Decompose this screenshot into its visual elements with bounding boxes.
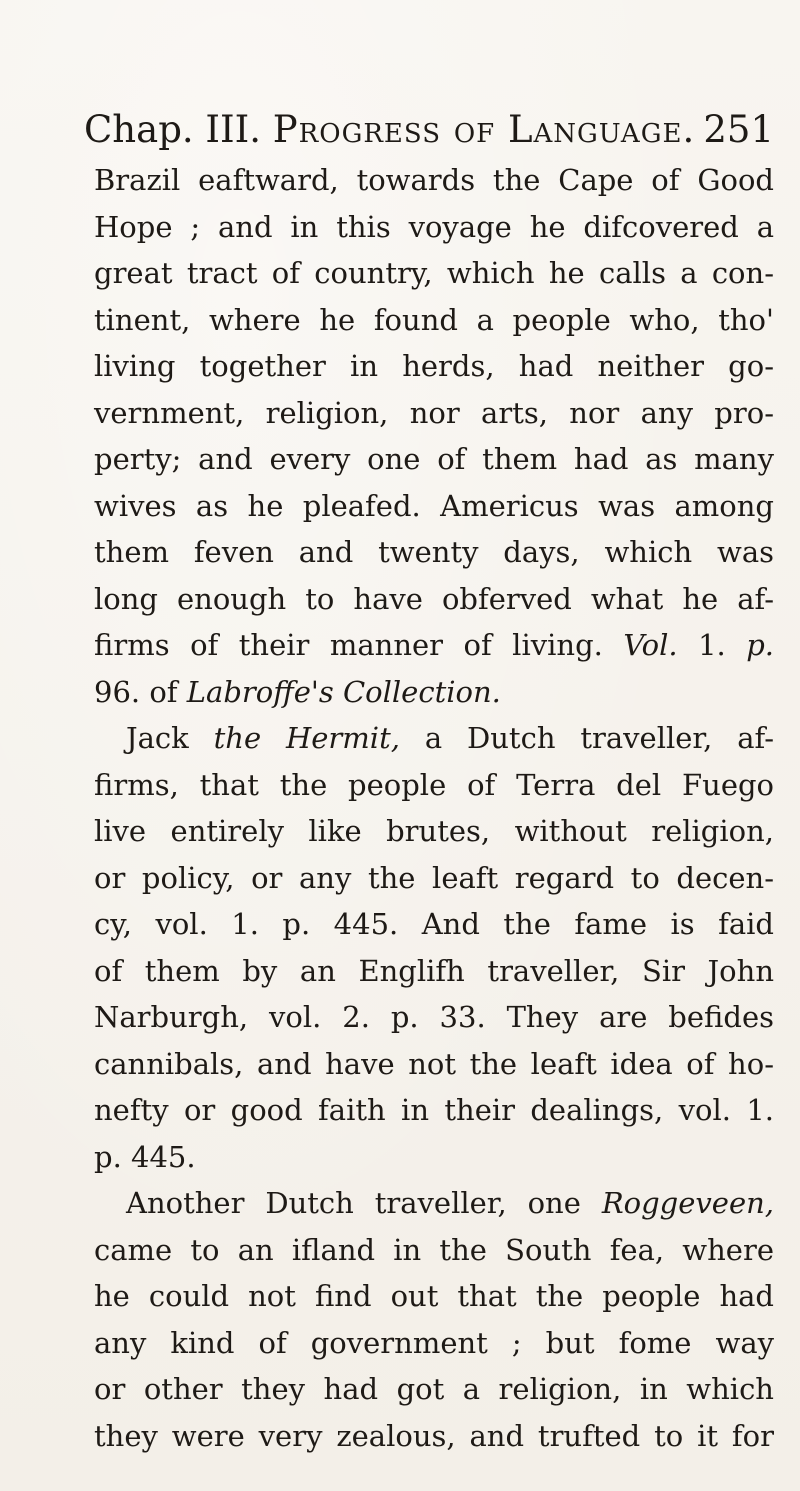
text-line: of them by an Englifh traveller, Sir John: [94, 953, 774, 988]
text-line: any kind of government ; but fome way: [94, 1325, 774, 1360]
text-line-citation: [94, 669, 774, 716]
text-line: or policy, or any the leaft regard to decen-: [94, 860, 774, 895]
text-line: they were very zealous, and trufted to it for: [94, 1418, 774, 1453]
paragraph-start: [94, 1180, 774, 1227]
chapter-label: Chap. III.: [84, 108, 262, 151]
hermit-epithet: the Hermit,: [213, 721, 400, 755]
text-line: Narburgh, vol. 2. p. 33. They are befides: [94, 1000, 774, 1034]
text-line: came to an ifland in the South fea, where: [94, 1232, 774, 1267]
line-text: a Dutch traveller, af-: [424, 721, 774, 755]
traveller-name: Roggeveen,: [601, 1186, 774, 1220]
text-line: vernment, religion, nor arts, nor any pro-: [94, 395, 774, 430]
text-line: cy, vol. 1. p. 445. And the fame is faid: [94, 907, 774, 941]
text-line: cannibals, and have not the leaft idea of ho-: [94, 1046, 774, 1081]
text-line: perty; and every one of them had as many: [94, 442, 774, 476]
text-line: wives as he pleafed. Americus was among: [94, 488, 774, 523]
text-line: or other they had got a religion, in which: [94, 1372, 774, 1406]
body-text: [94, 157, 774, 1459]
text-line-with-citation: [94, 622, 774, 669]
line-text: Another Dutch traveller, one: [126, 1186, 581, 1220]
text-line: Hope ; and in this voyage he difcovered a: [94, 209, 774, 244]
text-line: he could not find out that the people had: [94, 1279, 774, 1313]
text-line: Brazil eaftward, towards the Cape of Good: [94, 163, 774, 197]
paragraph-start: [94, 715, 774, 762]
hermit-name: Jack: [126, 721, 189, 755]
line-text: firms of their manner of living.: [94, 628, 603, 662]
citation-vol-label: Vol.: [623, 628, 678, 662]
citation-page-label: p.: [746, 628, 775, 662]
chapter-title: Progress of Language.: [272, 108, 696, 151]
text-line: p. 445.: [94, 1139, 196, 1174]
text-line: firms, that the people of Terra del Fuego: [94, 767, 774, 802]
citation-of: of: [149, 674, 178, 709]
text-line: nefty or good faith in their dealings, vol. 1.: [94, 1093, 774, 1127]
citation-collection: Labroffe's Collection.: [186, 674, 501, 709]
citation-page-number: 96.: [94, 674, 141, 709]
text-line: live entirely like brutes, without religion,: [94, 814, 774, 848]
text-line: great tract of country, which he calls a con-: [94, 256, 774, 290]
text-line: tinent, where he found a people who, tho': [94, 302, 774, 337]
page-number: 251: [703, 108, 774, 151]
text-line: living together in herds, had neither go-: [94, 349, 774, 383]
text-line: long enough to have obferved what he af-: [94, 581, 774, 616]
running-header: [84, 100, 774, 160]
text-line: them feven and twenty days, which was: [94, 535, 774, 569]
citation-vol-number: 1.: [698, 628, 726, 662]
